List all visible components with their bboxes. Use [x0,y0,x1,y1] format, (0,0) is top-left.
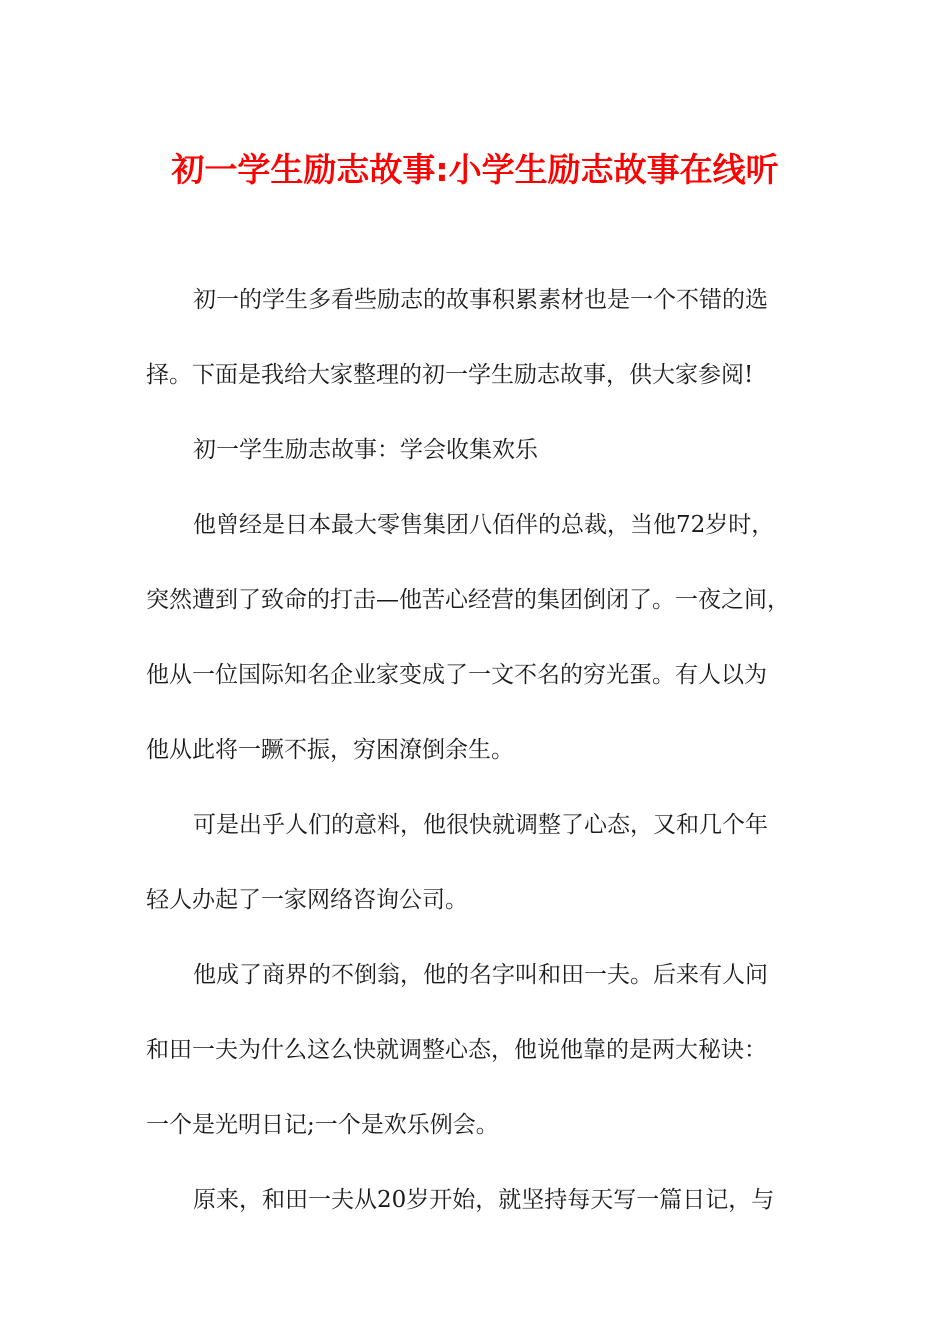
text-line: 可是出乎人们的意料，他很快就调整了心态，又和几个年 [193,812,768,838]
text-line: 原来，和田一夫从20岁开始，就坚持每天写一篇日记，与 [193,1187,775,1213]
text-line: 他从此将一蹶不振，穷困潦倒余生。 [146,737,514,763]
text-line: 他曾经是日本最大零售集团八佰伴的总裁，当他72岁时， [193,512,775,538]
text-line: 他从一位国际知名企业家变成了一文不名的穷光蛋。有人以为 [146,662,767,688]
text-line: 初一的学生多看些励志的故事积累素材也是一个不错的选 [193,287,768,313]
text-line: 突然遭到了致命的打击—他苦心经营的集团倒闭了。一夜之间， [146,587,790,613]
section-heading: 初一学生励志故事：学会收集欢乐 [193,437,538,463]
text-line: 择。下面是我给大家整理的初一学生励志故事，供大家参阅! [146,362,754,388]
document-title: 初一学生励志故事:小学生励志故事在线听 [171,150,779,189]
text-line: 他成了商界的不倒翁，他的名字叫和田一夫。后来有人问 [193,962,768,988]
document-body [146,263,806,1238]
text-line: 和田一夫为什么这么快就调整心态，他说他靠的是两大秘诀： [146,1037,767,1063]
text-line: 一个是光明日记;一个是欢乐例会。 [146,1112,499,1138]
text-line: 轻人办起了一家网络咨询公司。 [146,887,468,913]
